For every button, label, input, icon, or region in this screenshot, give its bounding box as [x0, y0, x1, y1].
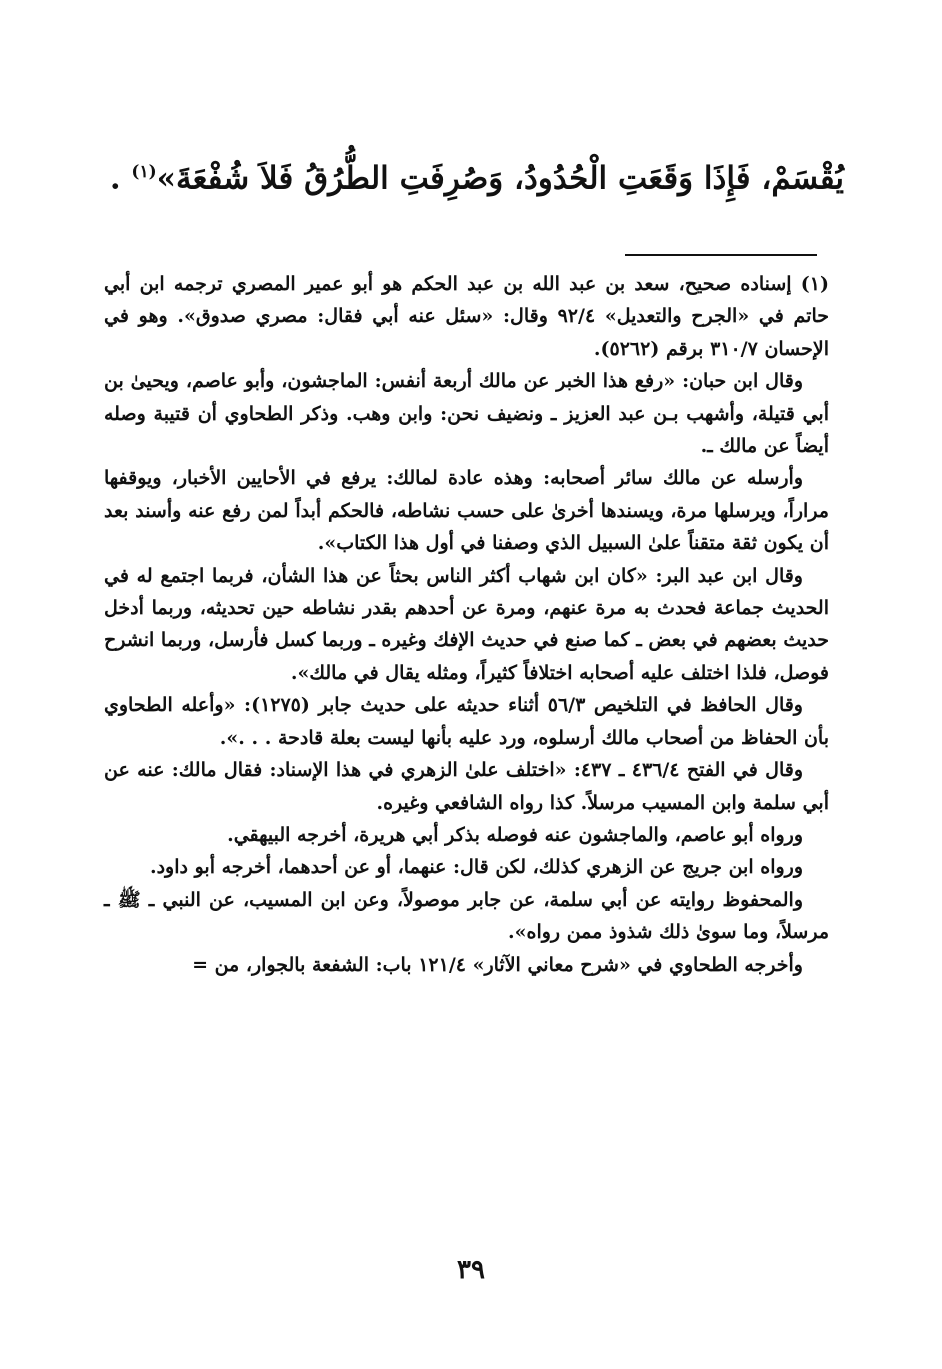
footnote-paragraph: وقال ابن حبان: «رفع هذا الخبر عن مالك أربعة أنفس: الماجشون، وأبو عاصم، ويحيىٰ بن أبي قتيلة، وأشهب بـن عبد العزيز ـ ونضيف نحن: وابن وهب. وذكر الطحاوي أن قتيبة وصله أيضاً عن مالك ـ.: [104, 370, 829, 458]
footnote-paragraph: وأرسله عن مالك سائر أصحابه: وهذه عادة لمالك: يرفع في الأحايين الأخبار، ويوقفها مراراً، ويرسلها مرة، ويسندها أخرىٰ على حسب نشاطه، فالحكم أبداً لمن رفع عنه وأسند بعد أن يكون ثقة متقناً علىٰ السبيل الذي وصفنا في أول هذا الكتاب».: [104, 467, 829, 555]
main-hadith-text: [109, 142, 844, 208]
footnote-paragraph: وقال في الفتح ٤٣٦/٤ ـ ٤٣٧: «اختلف علىٰ الزهري في هذا الإسناد: فقال مالك: عنه عن أبي سلمة وابن المسيب مرسلاً. كذا رواه الشافعي وغيره.: [104, 759, 829, 814]
footnotes-section: [104, 268, 829, 981]
footnote-paragraph: ورواه أبو عاصم، والماجشون عنه فوصله بذكر أبي هريرة، أخرجه البيهقي.: [227, 823, 803, 846]
main-text-end: .: [109, 160, 132, 197]
main-text-body: يُقْسَمْ، فَإِذَا وَقَعَتِ الْحُدُودُ، وَصُرِفَتِ الطُّرُقُ فَلاَ شُفْعَةَ»: [156, 160, 844, 197]
footnote-paragraph: ورواه ابن جريج عن الزهري كذلك، لكن قال: عنهما، أو عن أحدهما، أخرجه أبو داود.: [149, 856, 803, 879]
footnote-paragraph: (١) إسناده صحيح، سعد بن عبد الله بن عبد الحكم هو أبو عمير المصري ترجمه ابن أبي حاتم في «الجرح والتعديل» ٩٢/٤ وقال: «سئل عنه أبي فقال: مصري صدوق». وهو في الإحسان ٣١٠/٧ برقم (٥٢٦٢).: [104, 273, 830, 360]
footnote-paragraph: وقال الحافظ في التلخيص ٥٦/٣ أثناء حديثه على حديث جابر (١٢٧٥): «وأعله الطحاوي بأن الحفاظ من أصحاب مالك أرسلوه، ورد عليه بأنها ليست بعلة قادحة . . .».: [104, 694, 829, 749]
footnote-paragraph: والمحفوظ روايته عن أبي سلمة، عن جابر موصولاً، وعن ابن المسيب، عن النبي ـ ﷺ ـ مرسلاً، وما سوىٰ ذلك شذوذ ممن رواه».: [104, 888, 829, 944]
footnote-separator: [625, 254, 817, 256]
footnote-marker: (١): [131, 162, 157, 182]
page-number: ٣٩: [457, 1255, 485, 1285]
footnote-paragraph: وأخرجه الطحاوي في «شرح معاني الآثار» ١٢١/٤ باب: الشفعة بالجوار، من =: [192, 953, 803, 976]
footnote-paragraph: وقال ابن عبد البر: «كان ابن شهاب أكثر الناس بحثاً عن هذا الشأن، فربما اجتمع له في الحديث جماعة فحدث به مرة عنهم، ومرة عن أحدهم بقدر نشاطه حين تحديثه، وربما أدخل حديث بعضهم في بعض ـ كما صنع في حديث الإفك وغيره ـ وربما كسل فأرسل، وربما انشرح فوصل، فلذا اختلف عليه أصحابه اختلافاً كثيراً، ومثله يقال في مالك».: [104, 564, 830, 684]
